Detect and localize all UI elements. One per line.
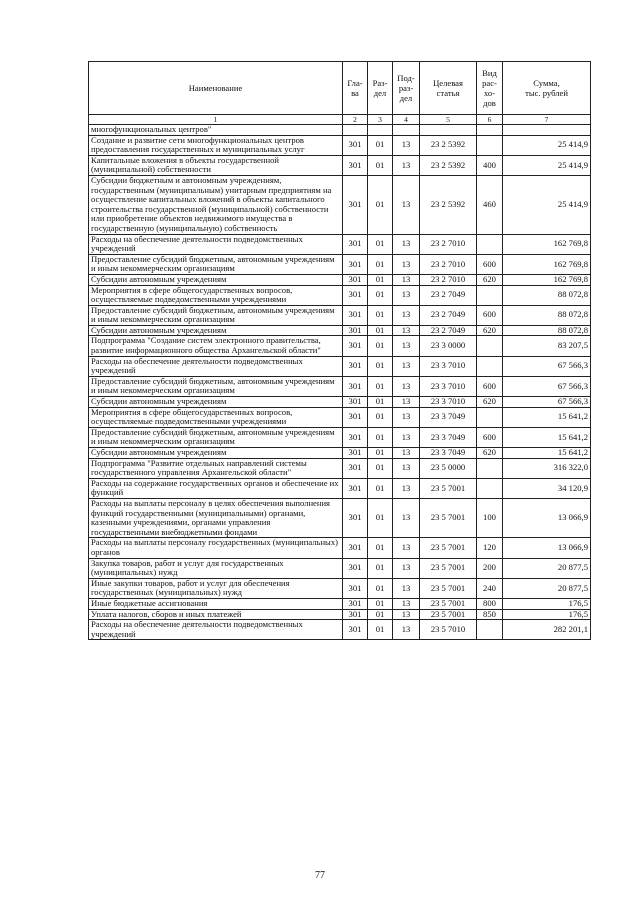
cell-sum: 67 566,3: [503, 376, 591, 396]
table-row: [89, 135, 591, 155]
cell-podrazdel: 13: [393, 578, 420, 598]
cell-sum: 13 066,9: [503, 498, 591, 537]
cell-podrazdel: 13: [393, 427, 420, 447]
cell-glava: 301: [343, 609, 368, 620]
cell-sum: 282 201,1: [503, 620, 591, 640]
cell-podrazdel: 13: [393, 458, 420, 478]
cell-podrazdel: 13: [393, 175, 420, 234]
cell-vid: 600: [477, 376, 503, 396]
cell-razdel: 01: [368, 356, 393, 376]
cell-razdel: 01: [368, 325, 393, 336]
cell-podrazdel: 13: [393, 598, 420, 609]
cell-name: Субсидии бюджетным и автономным учреждениям, государственным (муниципальным) унитарным предприятиям на осуществление капитальных вложений в объекты капитального строительства государственной (муниципальной) собственности или приобретение объектов недвижимого имущества в государственную (муниципальную) собственность: [89, 175, 343, 234]
table-row: [89, 478, 591, 498]
colnum-2: 2: [343, 115, 368, 125]
cell-glava: 301: [343, 376, 368, 396]
table-row: [89, 175, 591, 234]
cell-podrazdel: 13: [393, 135, 420, 155]
cell-name: Субсидии автономным учреждениям: [89, 397, 343, 408]
cell-razdel: 01: [368, 274, 393, 285]
table-row: [89, 155, 591, 175]
table-row: [89, 397, 591, 408]
cell-name: Капитальные вложения в объекты государственной (муниципальной) собственности: [89, 155, 343, 175]
table-row: [89, 376, 591, 396]
cell-sum: 88 072,8: [503, 285, 591, 305]
header-vid: Вид рас- хо- дов: [477, 62, 503, 115]
cell-glava: 301: [343, 285, 368, 305]
cell-podrazdel: 13: [393, 305, 420, 325]
cell-target: 23 2 5392: [420, 135, 477, 155]
table-row: [89, 336, 591, 356]
cell-vid: 850: [477, 609, 503, 620]
cell-podrazdel: 13: [393, 558, 420, 578]
cell-vid: 620: [477, 325, 503, 336]
cell-podrazdel: 13: [393, 407, 420, 427]
cell-target: 23 2 7010: [420, 234, 477, 254]
cell-razdel: 01: [368, 155, 393, 175]
cell-glava: 301: [343, 135, 368, 155]
cell-razdel: 01: [368, 609, 393, 620]
cell-glava: 301: [343, 234, 368, 254]
cell-podrazdel: [393, 125, 420, 136]
cell-target: 23 2 7010: [420, 274, 477, 285]
cell-vid: 400: [477, 155, 503, 175]
cell-sum: 88 072,8: [503, 305, 591, 325]
cell-target: 23 5 7001: [420, 558, 477, 578]
table-row: [89, 254, 591, 274]
table-row: [89, 356, 591, 376]
cell-target: 23 3 7010: [420, 356, 477, 376]
table-row: [89, 234, 591, 254]
budget-table: [88, 61, 591, 640]
cell-name: Мероприятия в сфере общегосударственных вопросов, осуществляемые подведомственными учреждениями: [89, 407, 343, 427]
cell-vid: 460: [477, 175, 503, 234]
cell-razdel: 01: [368, 427, 393, 447]
cell-razdel: 01: [368, 458, 393, 478]
cell-glava: 301: [343, 356, 368, 376]
cell-razdel: 01: [368, 498, 393, 537]
table-row: [89, 538, 591, 558]
cell-name: Предоставление субсидий бюджетным, автономным учреждениям и иным некоммерческим организациям: [89, 427, 343, 447]
cell-glava: 301: [343, 498, 368, 537]
cell-glava: 301: [343, 325, 368, 336]
cell-sum: 162 769,8: [503, 234, 591, 254]
colnum-6: 6: [477, 115, 503, 125]
cell-glava: [343, 125, 368, 136]
cell-name: Расходы на обеспечение деятельности подведомственных учреждений: [89, 234, 343, 254]
cell-sum: 20 877,5: [503, 578, 591, 598]
cell-vid: [477, 620, 503, 640]
cell-name: Иные закупки товаров, работ и услуг для обеспечения государственных (муниципальных) нужд: [89, 578, 343, 598]
cell-podrazdel: 13: [393, 155, 420, 175]
cell-target: [420, 125, 477, 136]
cell-vid: 200: [477, 558, 503, 578]
cell-name: Субсидии автономным учреждениям: [89, 274, 343, 285]
cell-podrazdel: 13: [393, 538, 420, 558]
cell-sum: 316 322,0: [503, 458, 591, 478]
cell-name: Создание и развитие сети многофункциональных центров предоставления государственных и муниципальных услуг: [89, 135, 343, 155]
cell-razdel: 01: [368, 175, 393, 234]
cell-name: Расходы на содержание государственных органов и обеспечение их функций: [89, 478, 343, 498]
cell-razdel: 01: [368, 135, 393, 155]
cell-sum: 162 769,8: [503, 274, 591, 285]
budget-table-sheet: [88, 61, 590, 640]
table-row: [89, 125, 591, 136]
table-row: [89, 498, 591, 537]
cell-glava: 301: [343, 578, 368, 598]
cell-podrazdel: 13: [393, 498, 420, 537]
cell-glava: 301: [343, 538, 368, 558]
cell-name: Иные бюджетные ассигнования: [89, 598, 343, 609]
cell-name: Предоставление субсидий бюджетным, автономным учреждениям и иным некоммерческим организациям: [89, 376, 343, 396]
cell-target: 23 3 7010: [420, 376, 477, 396]
cell-sum: 25 414,9: [503, 175, 591, 234]
cell-podrazdel: 13: [393, 620, 420, 640]
cell-vid: [477, 407, 503, 427]
cell-target: 23 5 7001: [420, 538, 477, 558]
cell-sum: 67 566,3: [503, 356, 591, 376]
cell-glava: 301: [343, 274, 368, 285]
cell-name: Субсидии автономным учреждениям: [89, 448, 343, 459]
header-name: Наименование: [89, 62, 343, 115]
cell-glava: 301: [343, 458, 368, 478]
cell-sum: 13 066,9: [503, 538, 591, 558]
cell-target: 23 3 0000: [420, 336, 477, 356]
cell-target: 23 3 7010: [420, 397, 477, 408]
cell-name: Предоставление субсидий бюджетным, автономным учреждениям и иным некоммерческим организациям: [89, 305, 343, 325]
cell-razdel: [368, 125, 393, 136]
cell-target: 23 2 7010: [420, 254, 477, 274]
table-row: [89, 620, 591, 640]
cell-razdel: 01: [368, 285, 393, 305]
cell-name: Предоставление субсидий бюджетным, автономным учреждениям и иным некоммерческим организациям: [89, 254, 343, 274]
cell-glava: 301: [343, 407, 368, 427]
cell-target: 23 3 7049: [420, 407, 477, 427]
header-podrazdel: Под- раз- дел: [393, 62, 420, 115]
cell-vid: 100: [477, 498, 503, 537]
cell-vid: [477, 125, 503, 136]
table-row: [89, 407, 591, 427]
cell-sum: 25 414,9: [503, 155, 591, 175]
cell-razdel: 01: [368, 305, 393, 325]
table-body: [89, 125, 591, 640]
cell-podrazdel: 13: [393, 285, 420, 305]
header-target: Целевая статья: [420, 62, 477, 115]
cell-name: Расходы на обеспечение деятельности подведомственных учреждений: [89, 620, 343, 640]
header-sum: Сумма, тыс. рублей: [503, 62, 591, 115]
cell-razdel: 01: [368, 397, 393, 408]
table-row: [89, 448, 591, 459]
table-row: [89, 458, 591, 478]
cell-vid: 620: [477, 274, 503, 285]
cell-sum: 25 414,9: [503, 135, 591, 155]
table-row: [89, 305, 591, 325]
cell-vid: [477, 458, 503, 478]
cell-vid: 240: [477, 578, 503, 598]
cell-sum: 176,5: [503, 609, 591, 620]
cell-razdel: 01: [368, 538, 393, 558]
cell-name: Подпрограмма "Развитие отдельных направлений системы государственного управления Архангельской области": [89, 458, 343, 478]
cell-target: 23 5 7001: [420, 578, 477, 598]
cell-target: 23 5 7001: [420, 598, 477, 609]
cell-glava: 301: [343, 448, 368, 459]
cell-vid: [477, 135, 503, 155]
table-row: [89, 427, 591, 447]
cell-podrazdel: 13: [393, 234, 420, 254]
cell-name: Уплата налогов, сборов и иных платежей: [89, 609, 343, 620]
cell-podrazdel: 13: [393, 397, 420, 408]
cell-razdel: 01: [368, 407, 393, 427]
cell-target: 23 2 5392: [420, 175, 477, 234]
cell-target: 23 2 7049: [420, 305, 477, 325]
cell-target: 23 2 7049: [420, 285, 477, 305]
header-row: [89, 62, 591, 115]
cell-glava: 301: [343, 336, 368, 356]
cell-target: 23 5 7001: [420, 498, 477, 537]
cell-vid: [477, 285, 503, 305]
cell-name: Субсидии автономным учреждениям: [89, 325, 343, 336]
cell-sum: 15 641,2: [503, 427, 591, 447]
cell-sum: 20 877,5: [503, 558, 591, 578]
cell-name: многофункциональных центров": [89, 125, 343, 136]
cell-razdel: 01: [368, 620, 393, 640]
cell-podrazdel: 13: [393, 478, 420, 498]
cell-vid: 600: [477, 254, 503, 274]
header-razdel: Раз- дел: [368, 62, 393, 115]
cell-sum: 15 641,2: [503, 407, 591, 427]
cell-razdel: 01: [368, 254, 393, 274]
cell-sum: 67 566,3: [503, 397, 591, 408]
cell-name: Расходы на выплаты персоналу государственных (муниципальных) органов: [89, 538, 343, 558]
cell-name: Подпрограмма "Создание систем электронного правительства, развитие информационного общества Архангельской области": [89, 336, 343, 356]
cell-target: 23 2 7049: [420, 325, 477, 336]
cell-podrazdel: 13: [393, 448, 420, 459]
cell-vid: 620: [477, 397, 503, 408]
cell-sum: 88 072,8: [503, 325, 591, 336]
cell-name: Мероприятия в сфере общегосударственных вопросов, осуществляемые подведомственными учреждениями: [89, 285, 343, 305]
cell-vid: [477, 336, 503, 356]
cell-podrazdel: 13: [393, 336, 420, 356]
cell-razdel: 01: [368, 478, 393, 498]
colnum-3: 3: [368, 115, 393, 125]
cell-razdel: 01: [368, 376, 393, 396]
table-row: [89, 558, 591, 578]
cell-target: 23 5 7010: [420, 620, 477, 640]
cell-target: 23 5 7001: [420, 609, 477, 620]
cell-razdel: 01: [368, 448, 393, 459]
cell-razdel: 01: [368, 598, 393, 609]
colnum-4: 4: [393, 115, 420, 125]
cell-glava: 301: [343, 598, 368, 609]
cell-podrazdel: 13: [393, 609, 420, 620]
cell-razdel: 01: [368, 336, 393, 356]
cell-sum: 34 120,9: [503, 478, 591, 498]
cell-glava: 301: [343, 478, 368, 498]
cell-target: 23 2 5392: [420, 155, 477, 175]
cell-sum: 162 769,8: [503, 254, 591, 274]
cell-target: 23 5 0000: [420, 458, 477, 478]
colnum-1: 1: [89, 115, 343, 125]
cell-vid: [477, 478, 503, 498]
cell-vid: 800: [477, 598, 503, 609]
cell-glava: 301: [343, 175, 368, 234]
cell-glava: 301: [343, 397, 368, 408]
cell-vid: 120: [477, 538, 503, 558]
cell-glava: 301: [343, 620, 368, 640]
cell-podrazdel: 13: [393, 356, 420, 376]
cell-name: Закупка товаров, работ и услуг для государственных (муниципальных) нужд: [89, 558, 343, 578]
cell-sum: 83 207,5: [503, 336, 591, 356]
cell-razdel: 01: [368, 234, 393, 254]
cell-vid: 620: [477, 448, 503, 459]
cell-sum: [503, 125, 591, 136]
cell-glava: 301: [343, 558, 368, 578]
cell-vid: [477, 356, 503, 376]
cell-glava: 301: [343, 305, 368, 325]
cell-razdel: 01: [368, 578, 393, 598]
cell-name: Расходы на обеспечение деятельности подведомственных учреждений: [89, 356, 343, 376]
colnum-5: 5: [420, 115, 477, 125]
table-row: [89, 274, 591, 285]
cell-target: 23 5 7001: [420, 478, 477, 498]
cell-sum: 15 641,2: [503, 448, 591, 459]
table-row: [89, 598, 591, 609]
cell-sum: 176,5: [503, 598, 591, 609]
cell-glava: 301: [343, 155, 368, 175]
cell-target: 23 3 7049: [420, 448, 477, 459]
cell-razdel: 01: [368, 558, 393, 578]
cell-glava: 301: [343, 254, 368, 274]
cell-vid: [477, 234, 503, 254]
header-glava: Гла- ва: [343, 62, 368, 115]
cell-podrazdel: 13: [393, 376, 420, 396]
cell-podrazdel: 13: [393, 325, 420, 336]
cell-vid: 600: [477, 305, 503, 325]
cell-name: Расходы на выплаты персоналу в целях обеспечения выполнения функций государственными (муниципальными) органами, казенными учреждениями, органами управления государственными внебюджетными фондами: [89, 498, 343, 537]
cell-target: 23 3 7049: [420, 427, 477, 447]
table-row: [89, 578, 591, 598]
page-number: 77: [315, 870, 325, 881]
column-number-row: [89, 115, 591, 125]
cell-podrazdel: 13: [393, 254, 420, 274]
table-row: [89, 609, 591, 620]
cell-glava: 301: [343, 427, 368, 447]
table-row: [89, 325, 591, 336]
cell-vid: 600: [477, 427, 503, 447]
table-row: [89, 285, 591, 305]
cell-podrazdel: 13: [393, 274, 420, 285]
colnum-7: 7: [503, 115, 591, 125]
